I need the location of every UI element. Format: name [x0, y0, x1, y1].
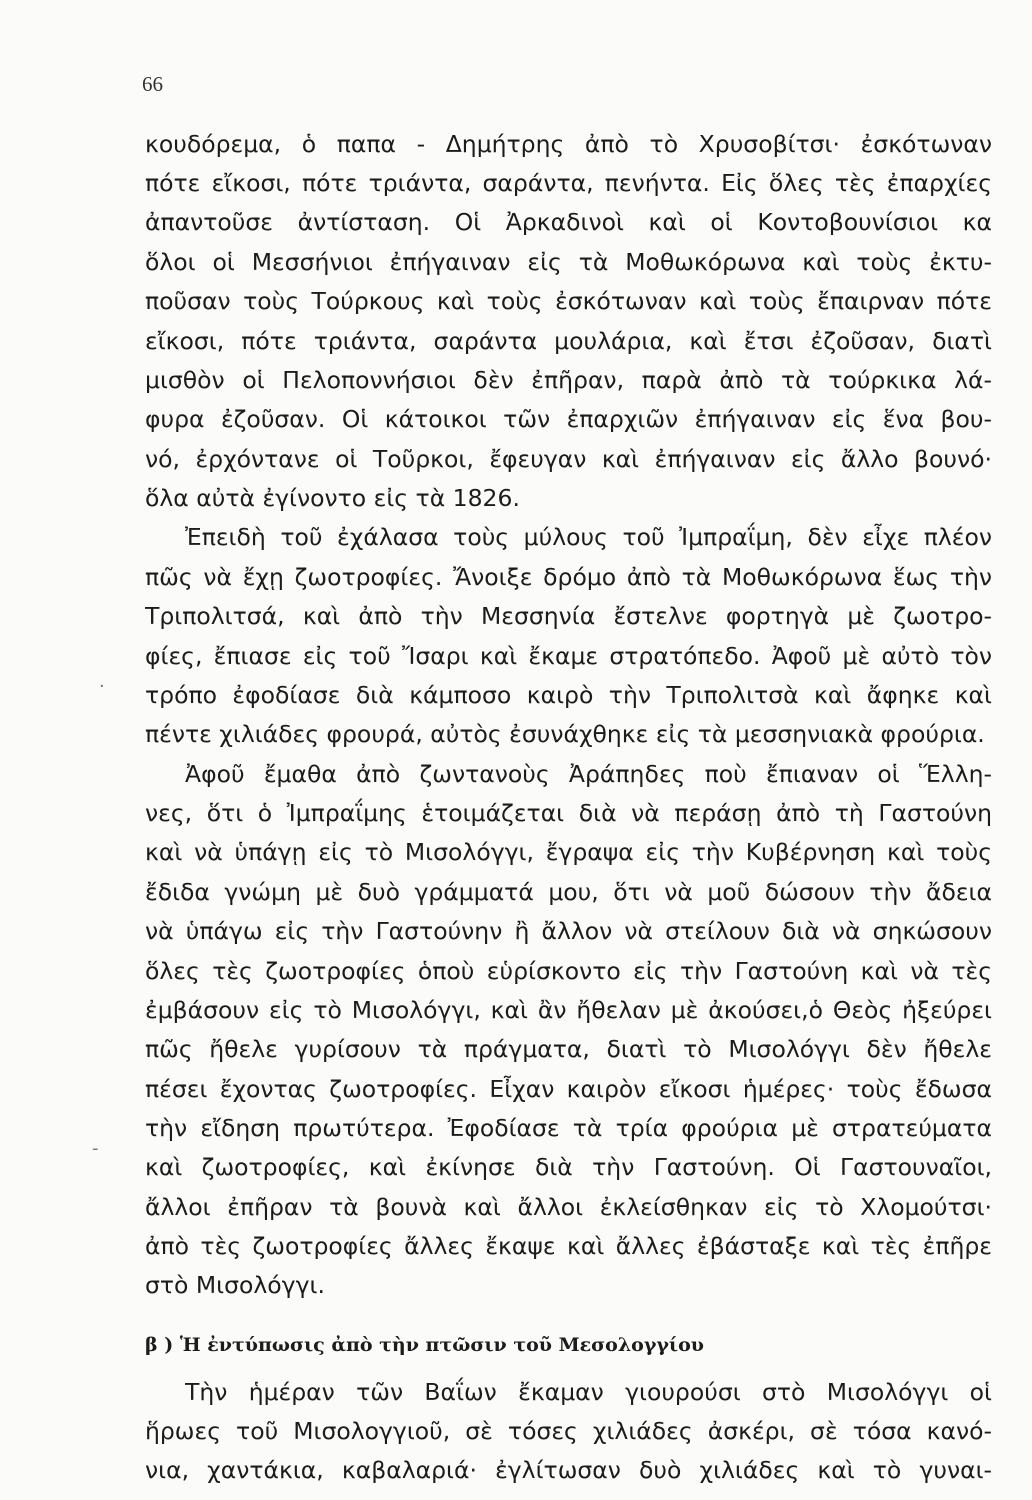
text-line: Ἐπειδὴ τοῦ ἐχάλασα τοὺς μύλους τοῦ Ἰμπραΐμη, δὲν εἶχε πλέον — [185, 523, 992, 551]
text-line: πέντε χιλιάδες φρουρά, αὐτὸς ἐσυνάχθηκε εἰς τὰ μεσσηνιακὰ φρούρια. — [145, 720, 985, 748]
text-line: ἔδιδα γνώμη μὲ δυὸ γράμματά μου, ὅτι νὰ μοῦ δώσουν τὴν ἄδεια — [145, 878, 992, 906]
text-line: μισθὸν οἱ Πελοποννήσιοι δὲν ἐπῆραν, παρὰ ἀπὸ τὰ τούρκικα λά- — [145, 366, 992, 394]
text-line: ἐμβάσουν εἰς τὸ Μισολόγγι, καὶ ἂν ἤθελαν μὲ ἀκούσει,ὁ Θεὸς ἠξεύρει — [145, 996, 992, 1024]
text-line: καὶ νὰ ὑπάγῃ εἰς τὸ Μισολόγγι, ἔγραψα εἰς τὴν Κυβέρνηση καὶ τοὺς — [145, 838, 992, 866]
text-line: νες, ὅτι ὁ Ἰμπραΐμης ἑτοιμάζεται διὰ νὰ περάσῃ ἀπὸ τὴ Γαστούνη — [145, 799, 992, 827]
text-line: εἴκοσι, πότε τριάντα, σαράντα μουλάρια, καὶ ἔτσι ἐζοῦσαν, διατὶ — [145, 327, 992, 355]
section-heading: β ) Ἡ ἐντύπωσις ἀπὸ τὴν πτῶσιν τοῦ Μεσολογγίου — [145, 1334, 704, 1356]
page-number: 66 — [142, 72, 163, 96]
text-line: πῶς νὰ ἔχῃ ζωοτροφίες. Ἄνοιξε δρόμο ἀπὸ τὰ Μοθωκόρωνα ἕως τὴν — [145, 563, 992, 591]
text-line: Ἀφοῦ ἔμαθα ἀπὸ ζωντανοὺς Ἀράπηδες ποὺ ἔπιαναν οἱ Ἕλλη- — [185, 760, 992, 788]
text-line: ἄλλοι ἐπῆραν τὰ βουνὰ καὶ ἄλλοι ἐκλείσθηκαν εἰς τὸ Χλομούτσι· — [145, 1193, 992, 1221]
text-line: κουδόρεμα, ὁ παπα - Δημήτρης ἀπὸ τὸ Χρυσοβίτσι· ἐσκότωναν — [145, 130, 992, 158]
text-line: ἀπὸ τὲς ζωοτροφίες ἄλλες ἔκαψε καὶ ἄλλες ἐβάσταξε καὶ τὲς ἐπῆρε — [145, 1232, 992, 1260]
text-line: Τὴν ἡμέραν τῶν Βαΐων ἔκαμαν γιουρούσι στὸ Μισολόγγι οἱ — [185, 1378, 992, 1406]
margin-speck: - — [92, 1138, 99, 1159]
text-line: ὅλες τὲς ζωοτροφίες ὁποὺ εὑρίσκοντο εἰς τὴν Γαστούνη καὶ νὰ τὲς — [145, 957, 992, 985]
text-line: φυρα ἐζοῦσαν. Οἱ κάτοικοι τῶν ἐπαρχιῶν ἐπήγαιναν εἰς ἕνα βου- — [145, 405, 992, 433]
text-line: καὶ ζωοτροφίες, καὶ ἐκίνησε διὰ τὴν Γαστούνη. Οἱ Γαστουναῖοι, — [145, 1153, 992, 1181]
text-line: νό, ἐρχόντανε οἱ Τοῦρκοι, ἔφευγαν καὶ ἐπήγαιναν εἰς ἄλλο βουνό· — [145, 445, 992, 473]
text-line: ὅλα αὐτὰ ἐγίνοντο εἰς τὰ 1826. — [145, 484, 520, 512]
margin-speck: · — [99, 676, 105, 697]
text-line: ἥρωες τοῦ Μισολογγιοῦ, σὲ τόσες χιλιάδες ἀσκέρι, σὲ τόσα κανό- — [145, 1417, 992, 1445]
text-line: τὴν εἴδηση πρωτύτερα. Ἐφοδίασε τὰ τρία φρούρια μὲ στρατεύματα — [145, 1114, 992, 1142]
text-line: τρόπο ἐφοδίασε διὰ κάμποσο καιρὸ τὴν Τριπολιτσὰ καὶ ἄφηκε καὶ — [145, 681, 992, 709]
text-line: Τριπολιτσά, καὶ ἀπὸ τὴν Μεσσηνία ἔστελνε φορτηγὰ μὲ ζωοτρο- — [145, 602, 992, 630]
text-line: πέσει ἔχοντας ζωοτροφίες. Εἶχαν καιρὸν εἴκοσι ἡμέρες· τοὺς ἔδωσα — [145, 1075, 992, 1103]
text-line: ποῦσαν τοὺς Τούρκους καὶ τοὺς ἐσκότωναν καὶ τοὺς ἔπαιρναν πότε — [145, 287, 992, 315]
text-line: πότε εἴκοσι, πότε τριάντα, σαράντα, πενήντα. Εἰς ὅλες τὲς ἐπαρχίες — [145, 169, 992, 197]
text-line: νια, χαντάκια, καβαλαριά· ἐγλίτωσαν δυὸ χιλιάδες καὶ τὸ γυναι- — [145, 1456, 992, 1484]
text-line: στὸ Μισολόγγι. — [145, 1271, 325, 1299]
text-line: ὅλοι οἱ Μεσσήνιοι ἐπήγαιναν εἰς τὰ Μοθωκόρωνα καὶ τοὺς ἐκτυ- — [145, 248, 992, 276]
text-line: φίες, ἔπιασε εἰς τοῦ Ἴσαρι καὶ ἔκαμε στρατόπεδο. Ἀφοῦ μὲ αὐτὸ τὸν — [145, 642, 992, 670]
text-line: πῶς ἤθελε γυρίσουν τὰ πράγματα, διατὶ τὸ Μισολόγγι δὲν ἤθελε — [145, 1035, 992, 1063]
text-line: ἀπαντοῦσε ἀντίσταση. Οἱ Ἀρκαδινοὶ καὶ οἱ Κοντοβουνίσιοι κα — [145, 208, 992, 236]
text-line: νὰ ὑπάγω εἰς τὴν Γαστούνην ἢ ἄλλον νὰ στείλουν διὰ νὰ σηκώσουν — [145, 917, 992, 945]
